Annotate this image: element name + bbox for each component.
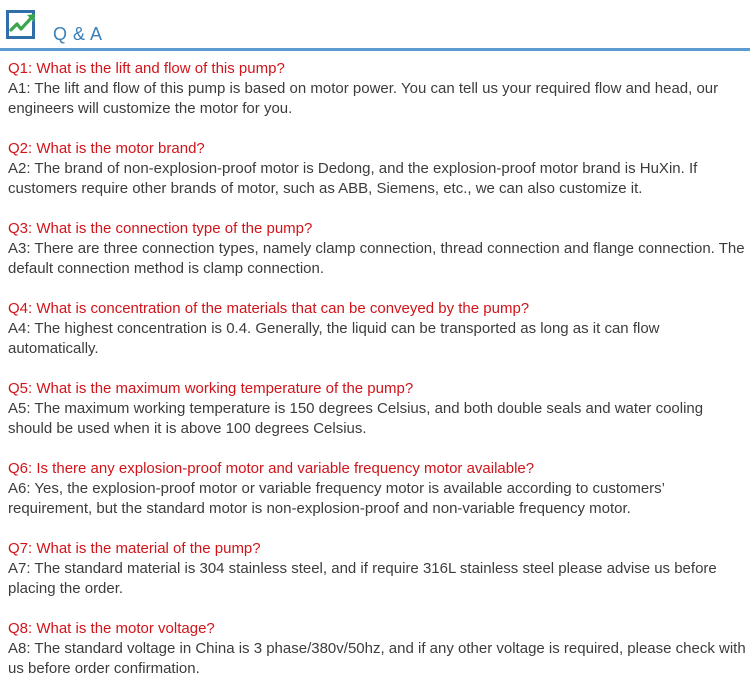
question: Q4: What is concentration of the materials that can be conveyed by the pump? bbox=[8, 300, 530, 317]
qa-item bbox=[8, 619, 746, 679]
question: Q6: Is there any explosion-proof motor and variable frequency motor available? bbox=[8, 460, 535, 477]
qa-item bbox=[8, 59, 746, 119]
page-title: Q & A bbox=[53, 24, 103, 44]
question: Q1: What is the lift and flow of this pump? bbox=[8, 60, 285, 77]
leaf-check-logo-icon bbox=[6, 10, 38, 42]
answer: A8: The standard voltage in China is 3 phase/380v/50hz, and if any other voltage is required, please check with us before order confirmation. bbox=[8, 640, 746, 677]
qa-list bbox=[8, 59, 746, 699]
answer: A2: The brand of non-explosion-proof motor is Dedong, and the explosion-proof motor brand is HuXin. If customers require other brands of motor, such as ABB, Siemens, etc., we can also customize it. bbox=[8, 160, 698, 197]
answer: A1: The lift and flow of this pump is based on motor power. You can tell us your required flow and head, our engineers will customize the motor for you. bbox=[8, 80, 719, 117]
qa-item bbox=[8, 459, 746, 519]
answer: A7: The standard material is 304 stainless steel, and if require 316L stainless steel please advise us before placing the order. bbox=[8, 560, 717, 597]
question: Q8: What is the motor voltage? bbox=[8, 620, 215, 637]
qa-item bbox=[8, 139, 746, 199]
header-divider bbox=[0, 48, 750, 51]
qa-item bbox=[8, 539, 746, 599]
answer: A3: There are three connection types, namely clamp connection, thread connection and flange connection. The default connection method is clamp connection. bbox=[8, 240, 745, 277]
qa-item bbox=[8, 219, 746, 279]
qa-header bbox=[0, 0, 750, 52]
question: Q2: What is the motor brand? bbox=[8, 140, 205, 157]
answer: A5: The maximum working temperature is 150 degrees Celsius, and both double seals and water cooling should be used when it is above 100 degrees Celsius. bbox=[8, 400, 704, 437]
answer: A4: The highest concentration is 0.4. Generally, the liquid can be transported as long as it can flow automatically. bbox=[8, 320, 660, 357]
question: Q7: What is the material of the pump? bbox=[8, 540, 261, 557]
answer: A6: Yes, the explosion-proof motor or variable frequency motor is available according to customers’ requirement, but the standard motor is non-explosion-proof and non-variable frequency motor. bbox=[8, 480, 665, 517]
qa-item bbox=[8, 379, 746, 439]
question: Q3: What is the connection type of the pump? bbox=[8, 220, 313, 237]
qa-item bbox=[8, 299, 746, 359]
question: Q5: What is the maximum working temperature of the pump? bbox=[8, 380, 414, 397]
